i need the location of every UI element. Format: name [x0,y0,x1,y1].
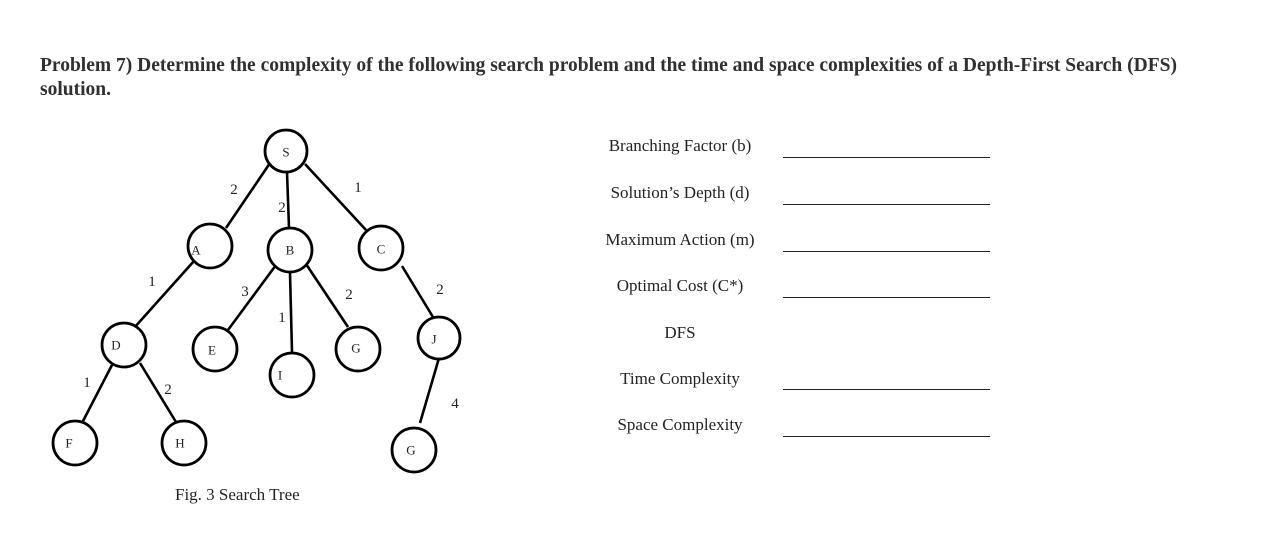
solution-depth-answer-line[interactable] [783,204,990,205]
node-label-B: B [285,242,295,258]
edge-B-E [228,265,276,330]
edge-B-G [306,264,348,327]
node-label-I: I [277,367,283,383]
weight-D-F: 1 [83,375,91,391]
node-I [270,353,314,397]
problem-statement: Problem 7) Determine the complexity of the following search problem and the time and space complexities of a Depth-First Search (DFS) solution. [40,55,1177,100]
node-label-F: F [65,435,73,451]
figure-caption: Fig. 3 Search Tree [175,485,300,504]
dfs-heading: DFS [664,323,696,342]
weight-A-D: 1 [148,274,156,290]
node-label-D: D [111,337,121,353]
weight-B-I: 1 [278,310,286,326]
node-label-G-bottom: G [406,442,416,458]
node-D [102,323,146,367]
branching-factor-label: Branching Factor (b) [608,136,752,155]
space-complexity-label: Space Complexity [617,415,743,434]
weight-C-J: 2 [436,282,444,298]
optimal-cost-label: Optimal Cost (C*) [616,276,744,295]
maximum-action-answer-line[interactable] [783,251,990,252]
node-label-J: J [431,331,437,347]
edge-J-G [420,358,439,423]
edge-B-I [290,273,292,352]
branching-factor-answer-line[interactable] [783,157,990,158]
node-label-S: S [282,144,290,160]
edge-D-F [82,365,112,423]
node-label-H: H [175,435,185,451]
weight-J-G: 4 [451,396,459,412]
weight-D-H: 2 [164,382,172,398]
node-label-A: A [191,242,201,258]
weight-S-C: 1 [354,180,362,196]
weight-S-B: 2 [278,200,286,216]
edge-C-J [402,266,436,322]
weight-S-A: 2 [230,182,238,198]
edge-A-D [134,261,194,328]
node-label-C: C [376,241,386,257]
edge-S-B [287,172,289,228]
node-J [418,317,460,359]
node-label-E: E [208,342,216,358]
edge-S-C [305,164,366,230]
maximum-action-label: Maximum Action (m) [605,230,755,249]
node-label-G-mid: G [351,340,361,356]
weight-B-E: 3 [241,284,249,300]
optimal-cost-answer-line[interactable] [783,297,990,298]
solution-depth-label: Solution’s Depth (d) [610,183,750,202]
weight-B-G: 2 [345,287,353,303]
space-complexity-answer-line[interactable] [783,436,990,437]
node-F [53,421,97,465]
time-complexity-label: Time Complexity [620,369,740,388]
time-complexity-answer-line[interactable] [783,389,990,390]
